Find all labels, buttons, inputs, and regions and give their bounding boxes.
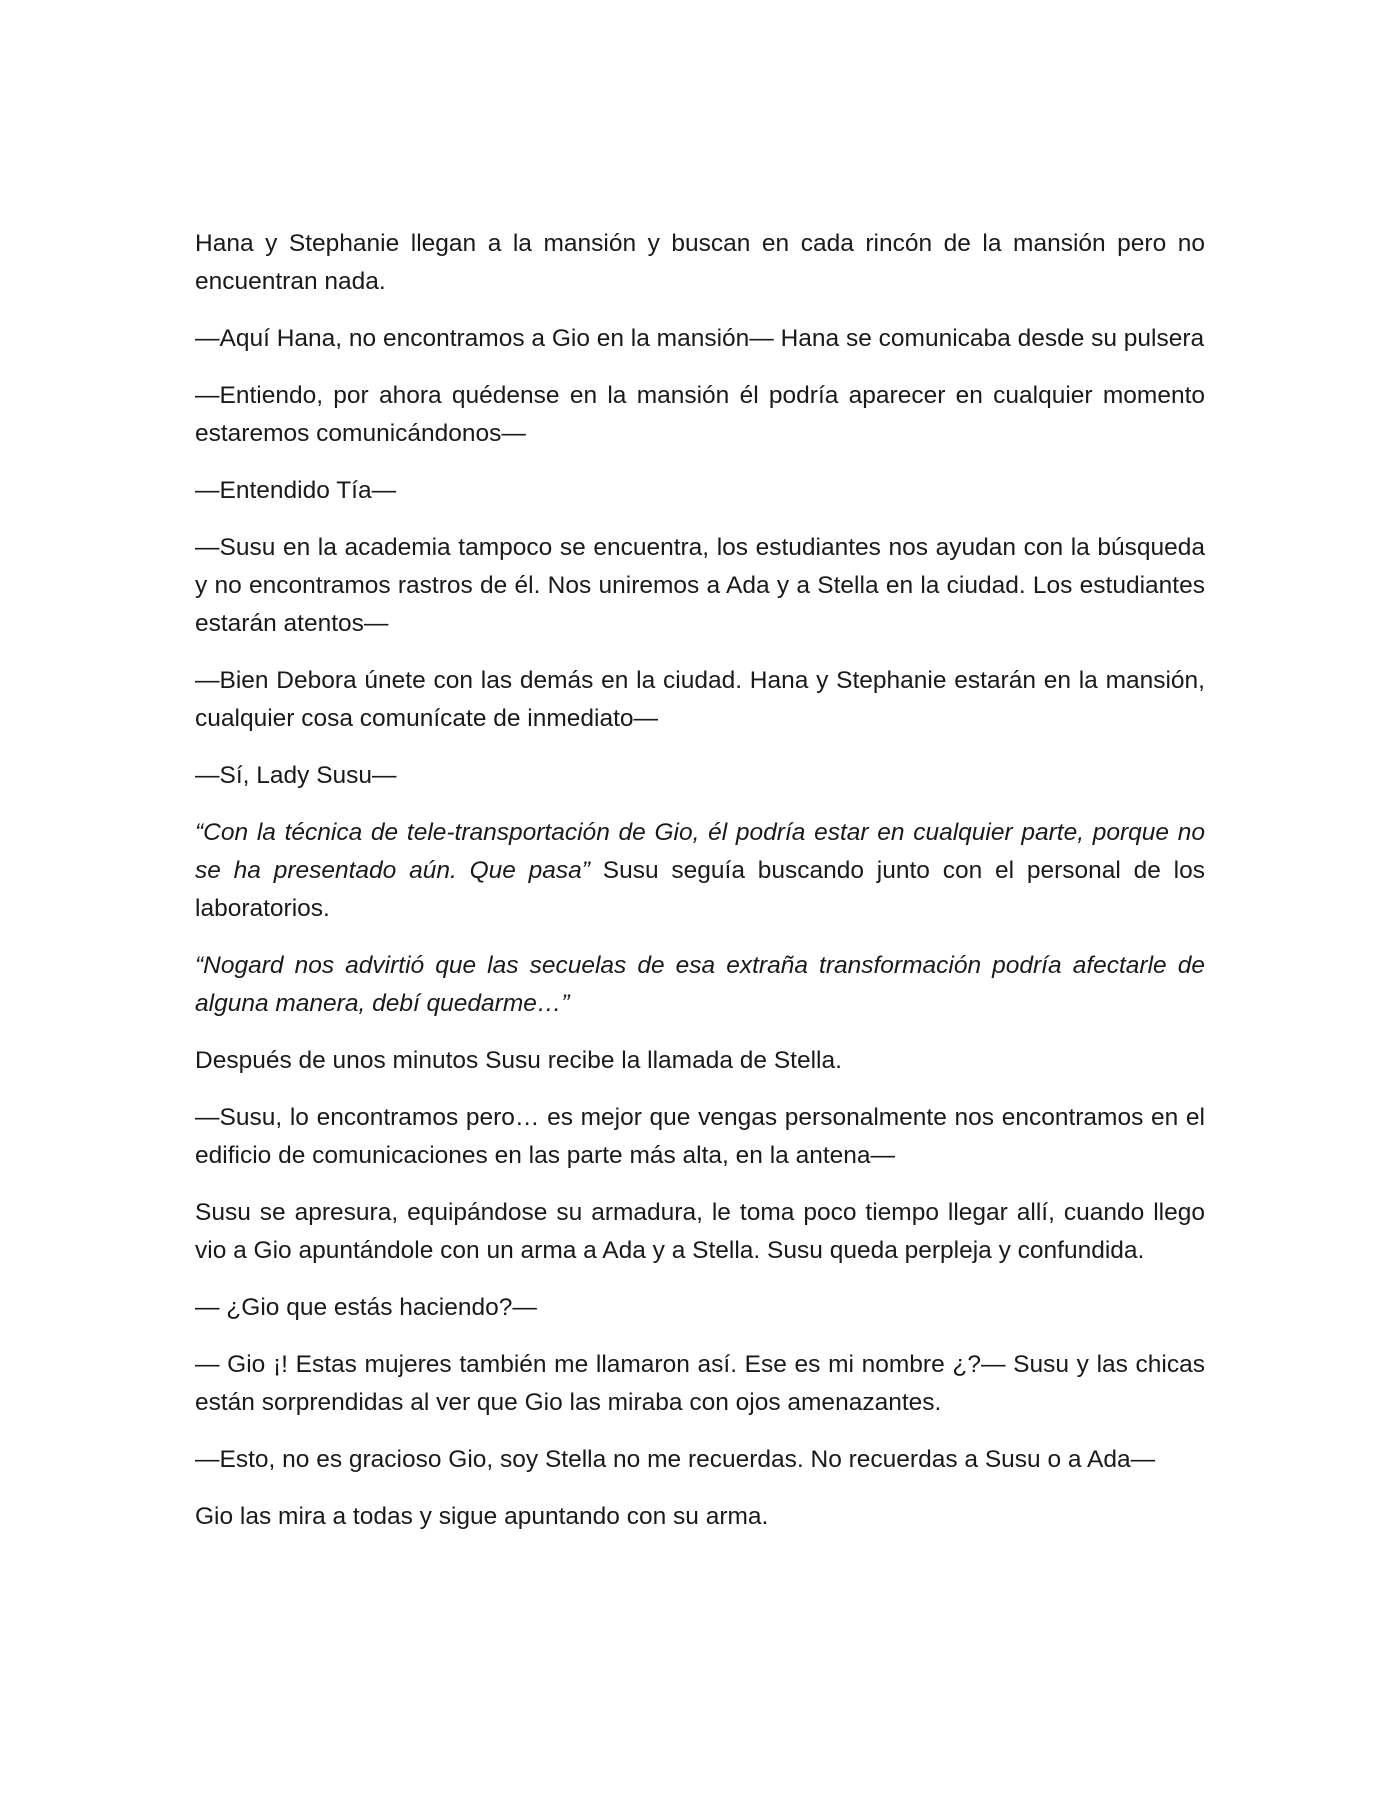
paragraph-8-thought: “Con la técnica de tele-transportación de Gio, él podría estar en cualquier parte, porque no se ha presentado aún. Que pasa” bbox=[195, 819, 1205, 884]
paragraph-1: Hana y Stephanie llegan a la mansión y buscan en cada rincón de la mansión pero no encuentran nada. bbox=[195, 230, 1205, 295]
document-page bbox=[195, 225, 1205, 1555]
paragraph-12: Susu se apresura, equipándose su armadura, le toma poco tiempo llegar allí, cuando llego vio a Gio apuntándole con un arma a Ada y a Stella. Susu queda perpleja y confundida. bbox=[195, 1199, 1205, 1264]
paragraph-3: —Entiendo, por ahora quédense en la mansión él podría aparecer en cualquier momento estaremos comunicándonos— bbox=[195, 382, 1205, 447]
paragraph-14: — Gio ¡! Estas mujeres también me llamaron así. Ese es mi nombre ¿?— Susu y las chicas están sorprendidas al ver que Gio las miraba con ojos amenazantes. bbox=[195, 1351, 1205, 1416]
paragraph-13: — ¿Gio que estás haciendo?— bbox=[195, 1294, 537, 1321]
paragraph-4: —Entendido Tía— bbox=[195, 477, 397, 504]
paragraph-6: —Bien Debora únete con las demás en la ciudad. Hana y Stephanie estarán en la mansión, cualquier cosa comunícate de inmediato— bbox=[195, 667, 1205, 732]
paragraph-16: Gio las mira a todas y sigue apuntando con su arma. bbox=[195, 1503, 769, 1530]
paragraph-9: “Nogard nos advirtió que las secuelas de esa extraña transformación podría afectarle de alguna manera, debí quedarme…” bbox=[195, 952, 1205, 1017]
paragraph-2: —Aquí Hana, no encontramos a Gio en la mansión— Hana se comunicaba desde su pulsera bbox=[195, 325, 1205, 352]
paragraph-7: —Sí, Lady Susu— bbox=[195, 762, 397, 789]
paragraph-11: —Susu, lo encontramos pero… es mejor que vengas personalmente nos encontramos en el edificio de comunicaciones en las parte más alta, en la antena— bbox=[195, 1104, 1205, 1169]
paragraph-10: Después de unos minutos Susu recibe la llamada de Stella. bbox=[195, 1047, 842, 1074]
paragraph-8 bbox=[195, 814, 1205, 928]
paragraph-5: —Susu en la academia tampoco se encuentra, los estudiantes nos ayudan con la búsqueda y no encontramos rastros de él. Nos uniremos a Ada y a Stella en la ciudad. Los estudiantes estarán atentos— bbox=[195, 534, 1205, 637]
paragraph-8-narration: Susu seguía buscando junto con el personal de los laboratorios. bbox=[195, 857, 1205, 922]
paragraph-15: —Esto, no es gracioso Gio, soy Stella no me recuerdas. No recuerdas a Susu o a Ada— bbox=[195, 1446, 1156, 1473]
